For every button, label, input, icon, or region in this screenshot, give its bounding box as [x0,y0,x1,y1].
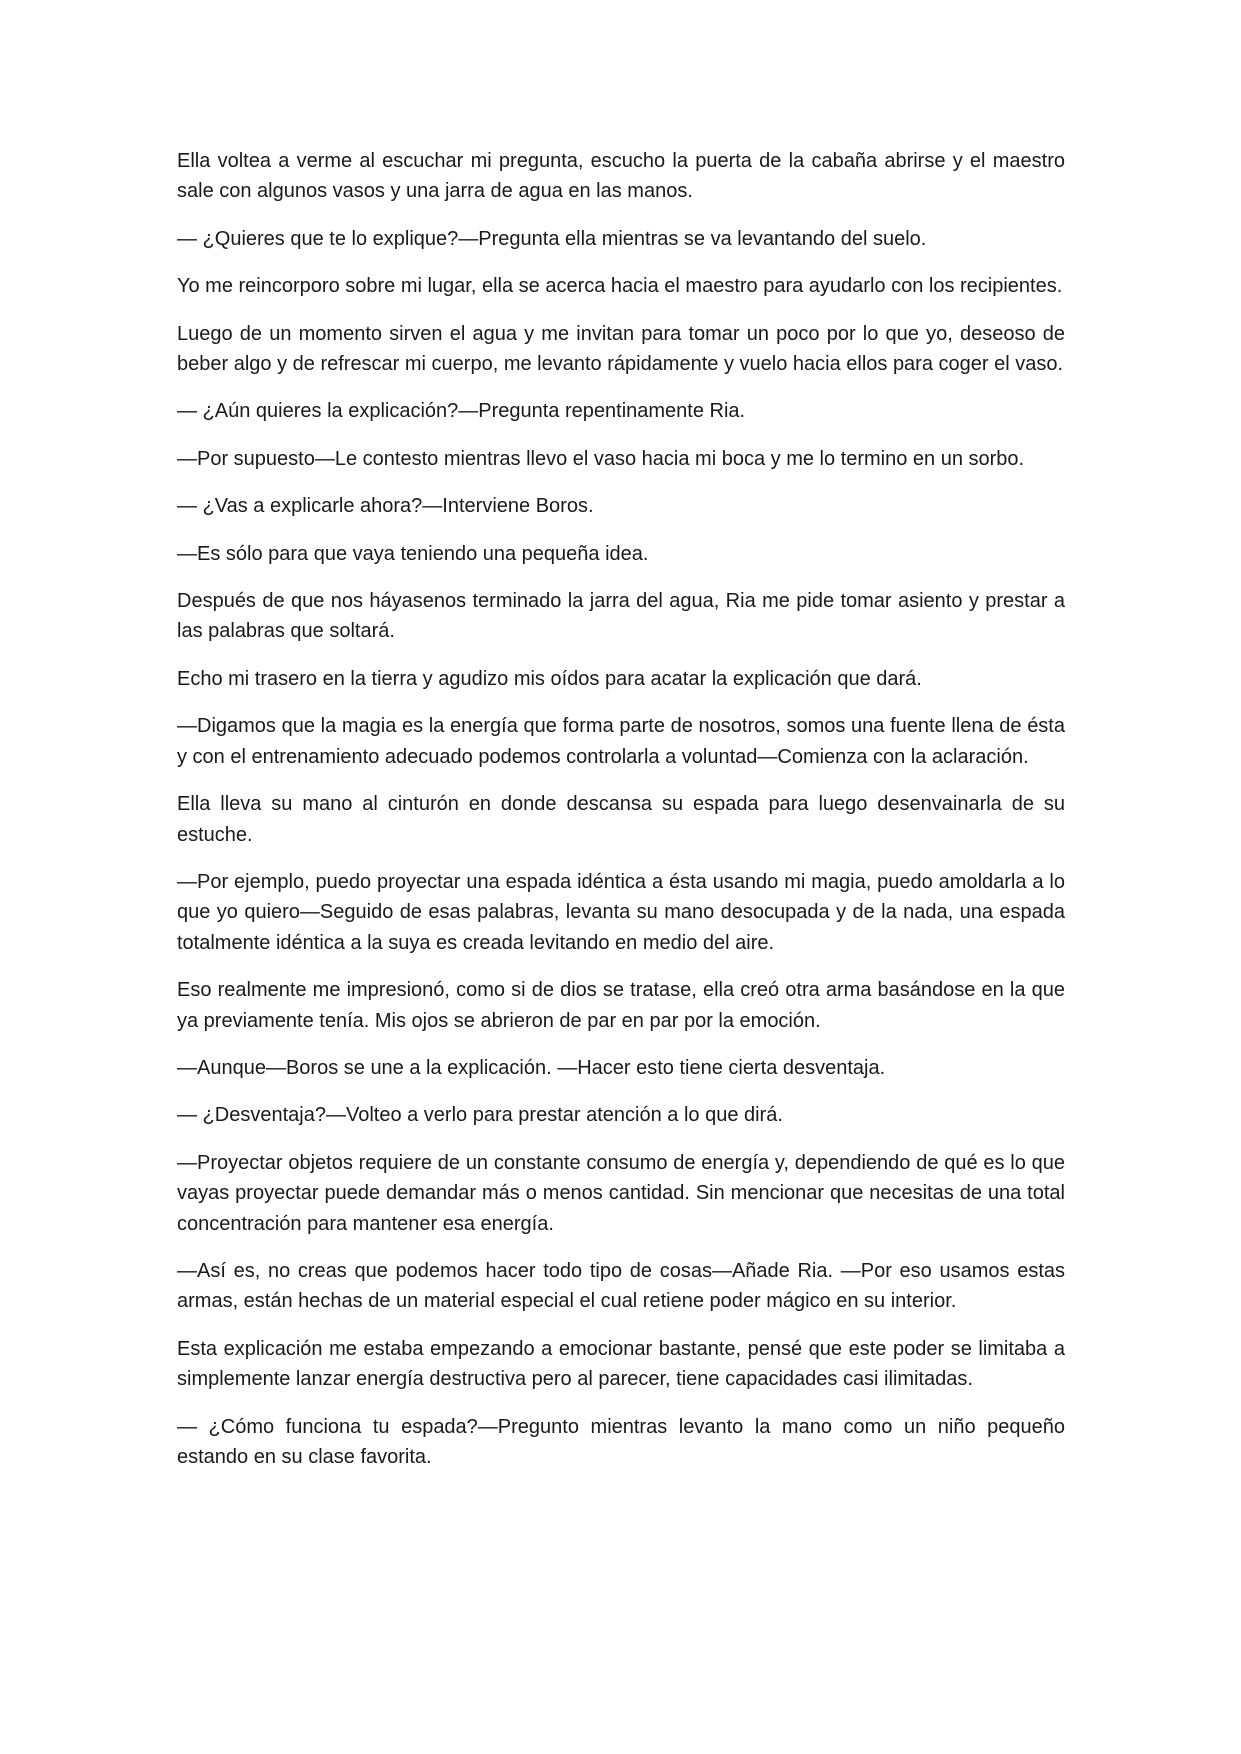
paragraph: —Proyectar objetos requiere de un constante consumo de energía y, dependiendo de qué es lo que vayas proyectar puede demandar más o menos cantidad. Sin mencionar que necesitas de una total concentración para mantener esa energía. [177,1151,1065,1235]
paragraph: Después de que nos háyasenos terminado la jarra del agua, Ria me pide tomar asiento y prestar a las palabras que soltará. [177,590,1065,643]
paragraph: —Digamos que la magia es la energía que forma parte de nosotros, somos una fuente llena de ésta y con el entrenamiento adecuado podemos controlarla a voluntad—Comienza con la aclaración. [177,715,1065,768]
paragraph: — ¿Vas a explicarle ahora?—Interviene Boros. [177,495,594,518]
paragraph: Luego de un momento sirven el agua y me invitan para tomar un poco por lo que yo, deseoso de beber algo y de refrescar mi cuerpo, me levanto rápidamente y vuelo hacia ellos para coger el vaso. [177,322,1065,376]
paragraph: —Es sólo para que vaya teniendo una pequeña idea. [177,542,649,565]
paragraph: —Por supuesto—Le contesto mientras llevo el vaso hacia mi boca y me lo termino en un sorbo. [177,447,1025,470]
paragraph: — ¿Desventaja?—Volteo a verlo para prestar atención a lo que dirá. [177,1104,783,1127]
paragraph: Esta explicación me estaba empezando a emocionar bastante, pensé que este poder se limitaba a simplemente lanzar energía destructiva pero al parecer, tiene capacidades casi ilimitadas. [177,1337,1065,1391]
paragraph: —Por ejemplo, puedo proyectar una espada idéntica a ésta usando mi magia, puedo amoldarla a lo que yo quiero—Seguido de esas palabras, levanta su mano desocupada y de la nada, una espada totalmente idéntica a la suya es creada levitando en medio del aire. [177,870,1065,954]
paragraph: — ¿Aún quieres la explicación?—Pregunta repentinamente Ria. [177,400,746,423]
paragraph: —Así es, no creas que podemos hacer todo tipo de cosas—Añade Ria. —Por eso usamos estas armas, están hechas de un material especial el cual retiene poder mágico en su interior. [177,1259,1065,1313]
paragraph: Ella voltea a verme al escuchar mi pregunta, escucho la puerta de la cabaña abrirse y el maestro sale con algunos vasos y una jarra de agua en las manos. [177,150,1065,203]
paragraph: Yo me reincorporo sobre mi lugar, ella se acerca hacia el maestro para ayudarlo con los recipientes. [177,275,1063,298]
paragraph: —Aunque—Boros se une a la explicación. —Hacer esto tiene cierta desventaja. [177,1056,886,1079]
paragraph: Ella lleva su mano al cinturón en donde descansa su espada para luego desenvainarla de su estuche. [177,793,1065,846]
document-body [177,146,1065,1489]
paragraph: — ¿Quieres que te lo explique?—Pregunta ella mientras se va levantando del suelo. [177,227,927,250]
paragraph: Echo mi trasero en la tierra y agudizo mis oídos para acatar la explicación que dará. [177,667,922,690]
paragraph: Eso realmente me impresionó, como si de dios se tratase, ella creó otra arma basándose en la que ya previamente tenía. Mis ojos se abrieron de par en par por la emoción. [177,979,1065,1032]
paragraph: — ¿Cómo funciona tu espada?—Pregunto mientras levanto la mano como un niño pequeño estando en su clase favorita. [177,1415,1065,1468]
